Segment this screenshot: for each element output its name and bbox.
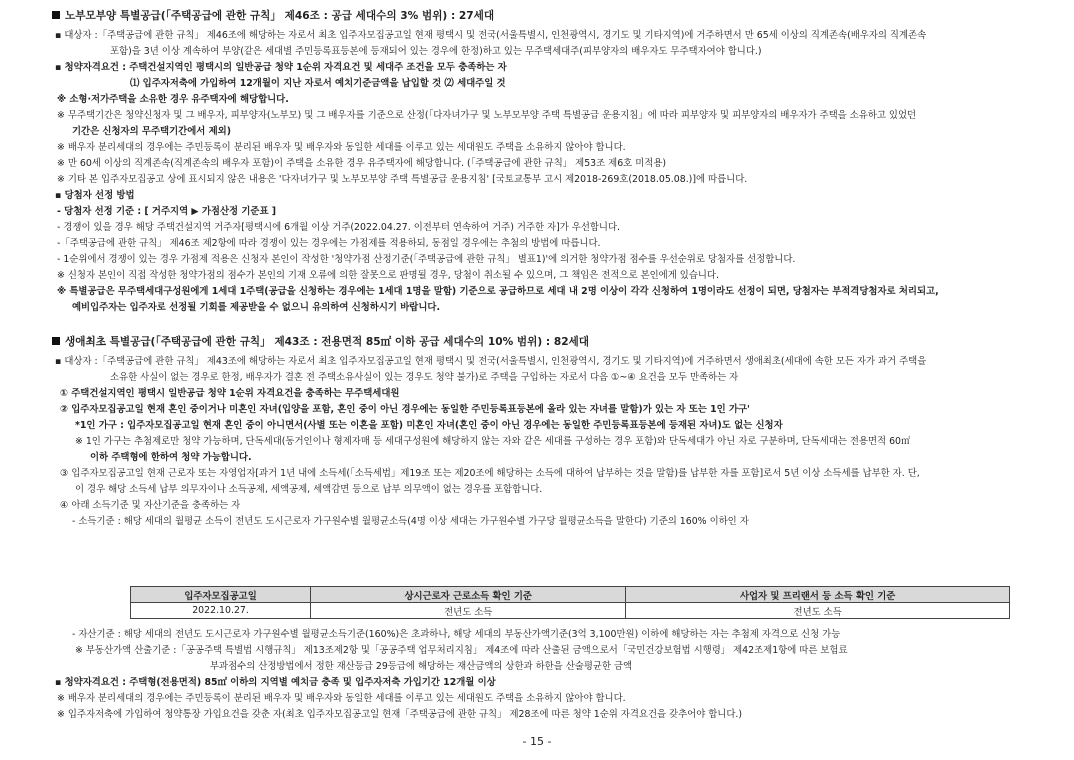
text-line: ▪ 대상자 :「주택공급에 관한 규칙」 제43조에 해당하는 자로서 최초 입주자모집공고일 현재 평택시 및 전국(서울특별시, 인천광역시, 경기도 및 기타지역)에 거주하면서 생애최초(세대에 속한 모든 자가 과거 주택을 — [55, 356, 927, 367]
text-line: ※ 부동산가액 산출기준 :「공공주택 특별법 시행규칙」 제13조제2항 및「공공주택 업무처리지침」 제4조에 따라 산출된 금액으로서「국민건강보험법 시행령」 제42조제1항에 따른 보험료 — [75, 645, 848, 656]
text-line: - 자산기준 : 해당 세대의 전년도 도시근로자 가구원수별 월평균소득기준(160%)은 초과하나, 해당 세대의 부동산가액기준(3억 3,100만원) 이하에 해당하는 자는 추첨제 자격으로 신청 가능 — [72, 629, 841, 640]
text-line: 기간은 신청자의 무주택기간에서 제외) — [72, 126, 231, 137]
text-line: ※ 특별공급은 무주택세대구성원에게 1세대 1주택(공급을 신청하는 경우에는 1세대 1명을 말함) 기준으로 공급하므로 세대 내 2명 이상이 각각 신청하여 1명이라도 선정이 되면, 당첨자는 부적격당첨자로 처리되고, — [57, 286, 939, 297]
text-line: *1인 가구 : 입주자모집공고일 현재 혼인 중이 아니면서(사별 또는 이혼을 포함) 미혼인 자녀(혼인 중이 아닌 경우에는 동일한 주민등록표등본에 등재된 자녀)도 없는 신청자 — [75, 420, 783, 431]
text-line: - 소득기준 : 해당 세대의 월평균 소득이 전년도 도시근로자 가구원수별 월평균소득(4명 이상 세대는 가구원수별 가구당 월평균소득을 말한다) 기준의 160% 이하인 자 — [72, 516, 749, 527]
table-header-cell: 입주자모집공고일 — [131, 587, 311, 603]
text-line: 포함)을 3년 이상 계속하여 부양(같은 세대별 주민등록표등본에 등재되어 있는 경우에 한정)하고 있는 무주택세대주(피부양자의 배우자도 무주택자여야 합니다.) — [110, 46, 762, 57]
text-line: ※ 소형·저가주택을 소유한 경우 유주택자에 해당합니다. — [57, 94, 289, 105]
text-line: - 1순위에서 경쟁이 있는 경우 가점제 적용은 신청자 본인이 작성한 '청약가점 산정기준(「주택공급에 관한 규칙」 별표1)'에 의거한 청약가점 점수를 우선순위로 당첨자를 선정합니다. — [57, 254, 796, 265]
income-criteria-table — [130, 586, 1010, 619]
text-line: ② 입주자모집공고일 현재 혼인 중이거나 미혼인 자녀(입양을 포함, 혼인 중이 아닌 경우에는 동일한 주민등록표등본에 올라 있는 자녀를 말함)가 있는 자 또는 1인 가구' — [60, 404, 750, 415]
table-row — [131, 603, 1010, 619]
text-line: 부과점수의 산정방법에서 정한 재산등급 29등급에 해당하는 재산금액의 상한과 하한을 산술평균한 금액 — [210, 661, 633, 672]
table-header-cell: 사업자 및 프리랜서 등 소득 확인 기준 — [626, 587, 1010, 603]
text-line: 이 경우 해당 소득세 납부 의무자이나 소득공제, 세액공제, 세액감면 등으로 납부 의무액이 없는 경우를 포함합니다. — [75, 484, 543, 495]
text-line: 이하 주택형에 한하여 청약 가능합니다. — [90, 452, 252, 463]
text-line: ※ 1인 가구는 추첨제로만 청약 가능하며, 단독세대(동거인이나 형제자매 등 세대구성원에 해당하지 않는 자와 같은 세대를 구성하는 경우 포함)와 단독세대가 아닌 자로 구분하며, 단독세대는 전용면적 60㎡ — [75, 436, 911, 447]
text-line: -「주택공급에 관한 규칙」 제46조 제2항에 따라 경쟁이 있는 경우에는 가점제를 적용하되, 동점일 경우에는 추첨의 방법에 따릅니다. — [57, 238, 601, 249]
text-line: ※ 신청자 본인이 직접 작성한 청약가점의 점수가 본인의 기재 오류에 의한 잘못으로 판명될 경우, 당첨이 취소될 수 있으며, 그 책임은 전적으로 본인에게 있습니다. — [57, 270, 719, 281]
text-line: ▪ 대상자 :「주택공급에 관한 규칙」 제46조에 해당하는 자로서 최초 입주자모집공고일 현재 평택시 및 전국(서울특별시, 인천광역시, 경기도 및 기타지역)에 거주하면서 만 65세 이상의 직계존속(배우자의 직계존속 — [55, 30, 927, 41]
table-header-row — [131, 587, 1010, 603]
text-line: - 경쟁이 있을 경우 해당 주택건설지역 거주자[평택시에 6개월 이상 거주(2022.04.27. 이전부터 연속하여 거주) 거주한 자]가 우선합니다. — [57, 222, 621, 233]
text-line: 예비입주자는 입주자로 선정될 기회를 제공받을 수 없으니 유의하여 신청하시기 바랍니다. — [72, 302, 441, 313]
text-line: ▪ 당첨자 선정 방법 — [55, 190, 135, 201]
text-line: ※ 입주자저축에 가입하여 청약통장 가입요건을 갖춘 자(최초 입주자모집공고일 현재「주택공급에 관한 규칙」 제28조에 따른 청약 1순위 자격요건을 갖추어야 합니다.) — [57, 709, 743, 720]
text-line: ▪ 청약자격요건 : 주택건설지역인 평택시의 일반공급 청약 1순위 자격요건 및 세대주 조건을 모두 충족하는 자 — [55, 62, 507, 73]
text-line: ※ 기타 본 입주자모집공고 상에 표시되지 않은 내용은 '다자녀가구 및 노부모부양 주택 특별공급 운용지침' [국토교통부 고시 제2018-269호(2018.05.08.)]에 따릅니다. — [57, 174, 748, 185]
text-line: ▪ 청약자격요건 : 주택형(전용면적) 85㎡ 이하의 지역별 예치금 충족 및 입주자저축 가입기간 12개월 이상 — [55, 677, 496, 688]
text-line: ④ 아래 소득기준 및 자산기준을 충족하는 자 — [60, 500, 241, 511]
table-cell: 전년도 소득 — [311, 603, 626, 619]
section2-title: 생애최초 특별공급(「주택공급에 관한 규칙」 제43조 : 전용면적 85㎡ 이하 공급 세대수의 10% 범위) : 82세대 — [52, 335, 589, 350]
table-cell: 전년도 소득 — [626, 603, 1010, 619]
page-number: - 15 - — [522, 735, 552, 748]
text-line: ※ 만 60세 이상의 직계존속(직계존속의 배우자 포함)이 주택을 소유한 경우 유주택자에 해당합니다. (「주택공급에 관한 규칙」 제53조 제6호 미적용) — [57, 158, 667, 169]
text-line: ① 주택건설지역인 평택시 일반공급 청약 1순위 자격요건을 충족하는 무주택세대원 — [60, 388, 400, 399]
text-line: 소유한 사실이 없는 경우로 한정, 배우자가 결혼 전 주택소유사실이 있는 경우도 청약 불가)로 주택을 구입하는 자로서 다음 ①~④ 요건을 모두 만족하는 자 — [110, 372, 739, 383]
section1-title: 노부모부양 특별공급(「주택공급에 관한 규칙」 제46조 : 공급 세대수의 3% 범위) : 27세대 — [52, 9, 494, 24]
table-header-cell: 상시근로자 근로소득 확인 기준 — [311, 587, 626, 603]
text-line: ※ 배우자 분리세대의 경우에는 주민등록이 분리된 배우자 및 배우자와 동일한 세대를 이루고 있는 세대원도 주택을 소유하지 않아야 합니다. — [57, 693, 626, 704]
text-line: ⑴ 입주자저축에 가입하여 12개월이 지난 자로서 예치기준금액을 납입할 것 ⑵ 세대주일 것 — [130, 78, 506, 89]
text-line: ③ 입주자모집공고일 현재 근로자 또는 자영업자[과거 1년 내에 소득세(「소득세법」제19조 또는 제20조에 해당하는 소득에 대하여 납부하는 것을 말함)를 납부한 자를 포함]로서 5년 이상 소득세를 납부한 자. 단, — [60, 468, 920, 479]
table-cell: 2022.10.27. — [131, 603, 311, 619]
text-line: ※ 무주택기간은 청약신청자 및 그 배우자, 피부양자(노부모) 및 그 배우자를 기준으로 산정(「다자녀가구 및 노부모부양 주택 특별공급 운용지침」에 따라 피부양자 및 피부양자의 배우자가 주택을 소유하고 있었던 — [57, 110, 917, 121]
text-line: ※ 배우자 분리세대의 경우에는 주민등록이 분리된 배우자 및 배우자와 동일한 세대를 이루고 있는 세대원도 주택을 소유하지 않아야 합니다. — [57, 142, 626, 153]
square-bullet-icon — [52, 11, 60, 19]
square-bullet-icon — [52, 337, 60, 345]
text-line: - 당첨자 선정 기준 : [ 거주지역 ▶ 가점산정 기준표 ] — [57, 206, 277, 217]
